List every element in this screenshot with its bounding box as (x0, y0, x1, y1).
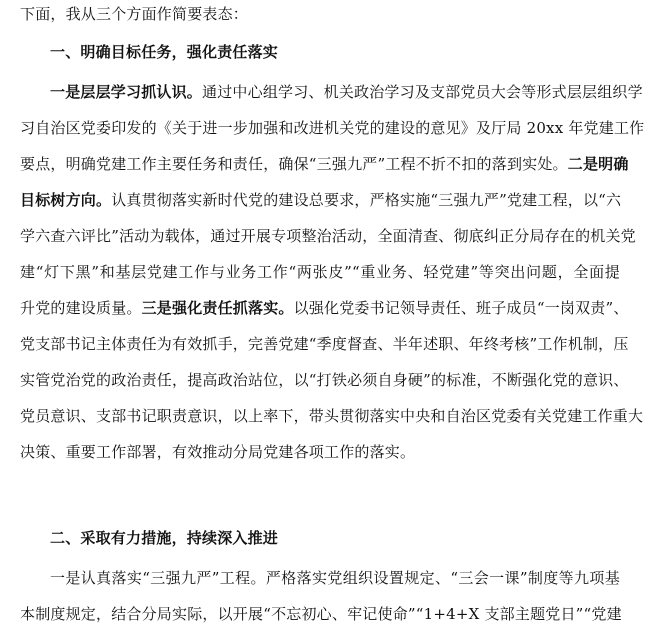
line-text: 实管党治党的政治责任，提高政治站位，以“打铁必须自身硬”的标准，不断强化党的意识、 (20, 371, 629, 389)
section-1-line-5 (20, 224, 636, 248)
section-1-line-6 (20, 260, 620, 284)
section-1-line-2 (20, 116, 645, 140)
section-1-line-11 (20, 440, 620, 464)
line-text: 一是认真落实“三强九严”工程。严格落实党组织设置规定、“三会一课”制度等九项基 (50, 569, 620, 587)
section-2-line-1 (50, 566, 620, 590)
section-1-heading: 一、明确目标任务，强化责任落实 (50, 43, 279, 61)
line-text: 要点，明确党建工作主要任务和责任，确保“三强九严”工程不折不扣的落到实处。 (20, 155, 568, 173)
line-text: 党支部书记主体责任为有效抓手，完善党建“季度督查、半年述职、年终考核”工作机制，压 (20, 335, 629, 353)
point-1-title: 一是层层学习抓认识。 (50, 83, 203, 101)
section-1-line-10 (20, 404, 644, 428)
section-2-heading: 二、采取有力措施，持续深入推进 (50, 529, 279, 547)
point-2-title-end: 目标树方向。 (20, 191, 112, 209)
intro-paragraph: 下面，我从三个方面作简要表态： (20, 5, 249, 23)
line-text: 本制度规定，结合分局实际，以开展“不忘初心、牢记使命”“1+4+X 支部主题党日”“党建 (20, 605, 622, 623)
section-1-line-7 (20, 296, 629, 320)
line-text: 升党的建设质量。 (20, 299, 142, 317)
section-1-line-3 (20, 152, 629, 176)
line-text: 习自治区党委印发的《关于进一步加强和改进机关党的建设的意见》及厅局 20xx 年党建工作 (20, 119, 645, 137)
line-text: 决策、重要工作部署，有效推动分局党建各项工作的落实。 (20, 443, 416, 461)
line-text: 以强化党委书记领导责任、班子成员“一岗双责”、 (293, 299, 629, 317)
line-text: 学六查六评比”活动为载体，通过开展专项整治活动，全面清查、彻底纠正分局存在的机关党 (20, 227, 636, 245)
line-text: 建“灯下黑”和基层党建工作与业务工作“两张皮”“重业务、轻党建”等突出问题，全面提 (20, 263, 620, 281)
line-text: 认真贯彻落实新时代党的建设总要求，严格实施“三强九严”党建工程，以“六 (111, 191, 622, 209)
section-1-line-4 (20, 188, 620, 212)
point-3-title: 三是强化责任抓落实。 (141, 299, 294, 317)
section-1-line-1 (50, 80, 643, 104)
line-text: 党员意识、支部书记职责意识，以上率下，带头贯彻落实中央和自治区党委有关党建工作重大 (20, 407, 644, 425)
point-2-title-start: 二是明确 (567, 155, 629, 173)
section-1-line-9 (20, 368, 629, 392)
line-text: 通过中心组学习、机关政治学习及支部党员大会等形式层层组织学 (202, 83, 643, 101)
section-2-line-2 (20, 602, 620, 626)
section-1-line-8 (20, 332, 629, 356)
